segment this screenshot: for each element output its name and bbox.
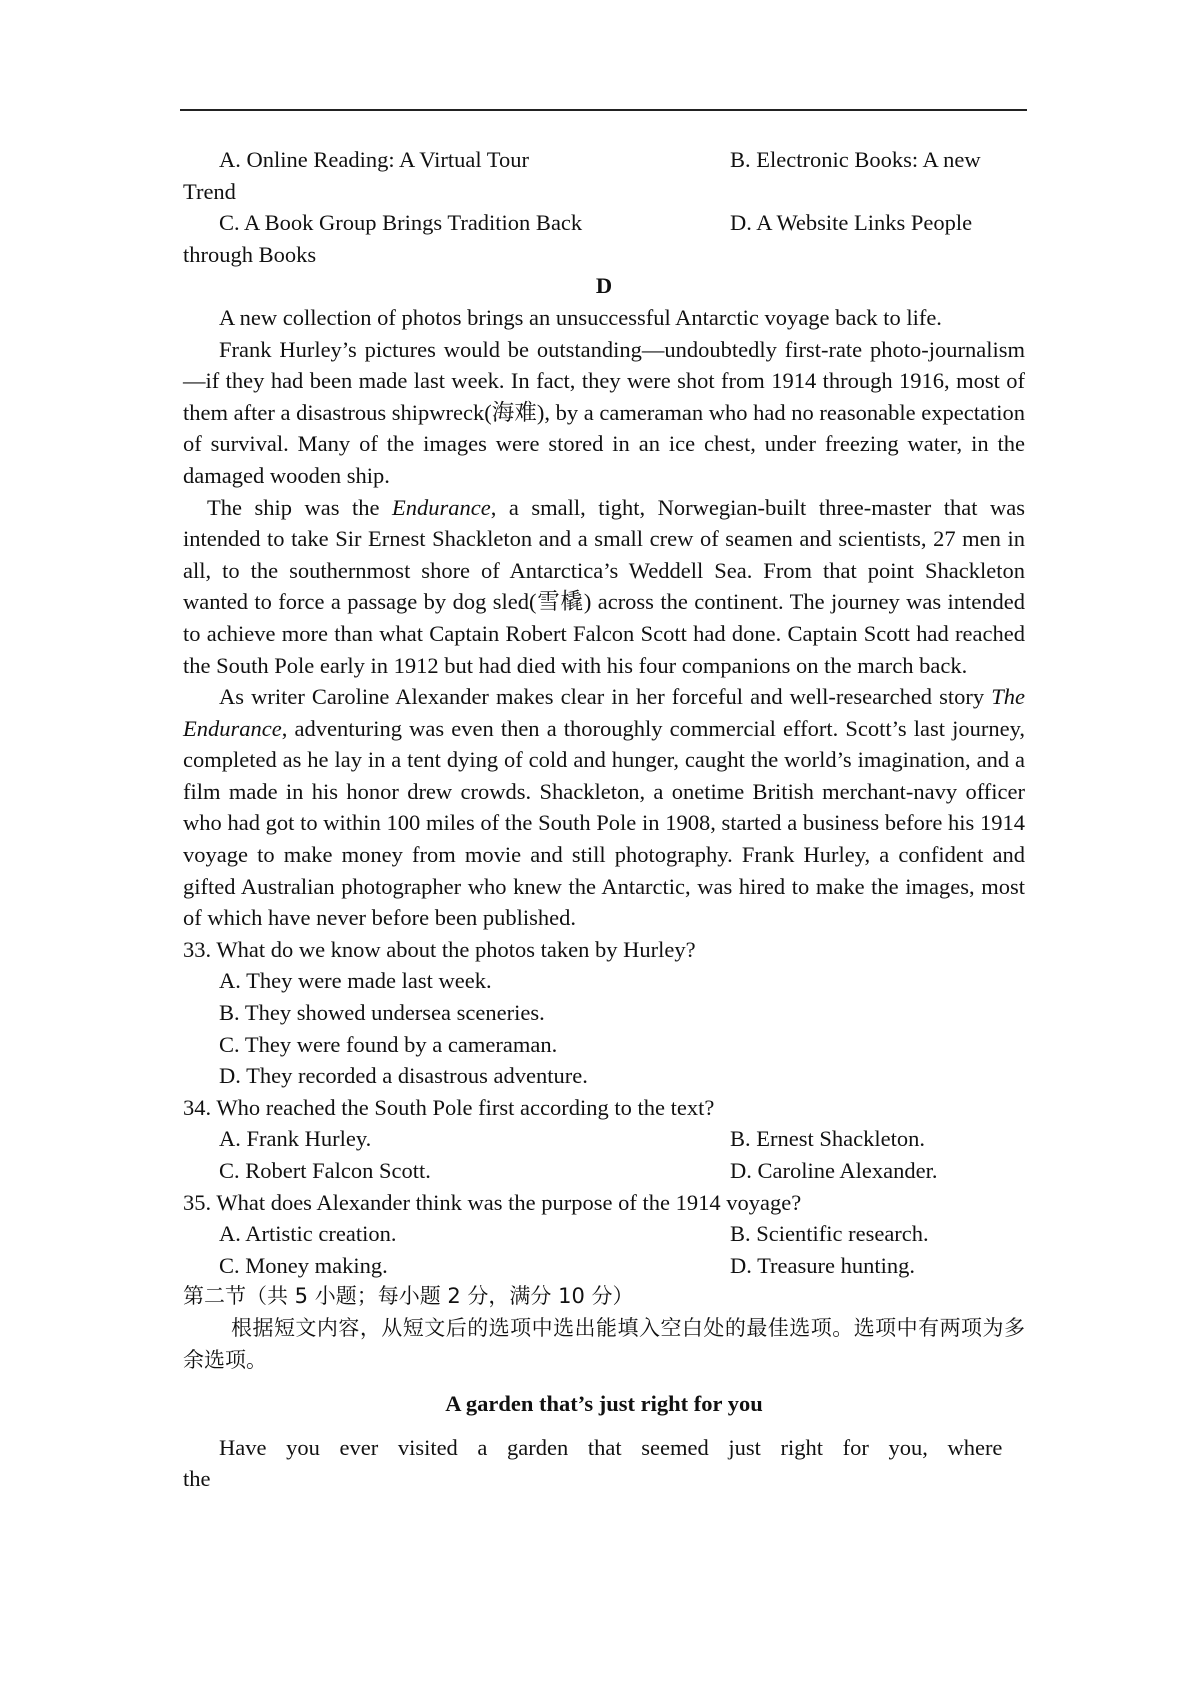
ship-name: Endurance <box>391 494 491 520</box>
question-33-option-a: A. They were made last week. <box>219 968 492 994</box>
question-35-option-d: D. Treasure hunting. <box>730 1252 915 1278</box>
passage-paragraph-1: A new collection of photos brings an unsuccessful Antarctic voyage back to life. <box>219 304 942 330</box>
passage-paragraph-3 <box>183 492 1025 682</box>
prev-options-row-1 <box>183 144 1025 176</box>
question-35-option-c: C. Money making. <box>219 1252 388 1278</box>
paragraph-3-rest: , a small, tight, Norwegian-built three-master that was intended to take Sir Ernest Shackleton and a small crew of seamen and scientists, 27 men in all, to the southernmost shore of Antarctica’s Weddell Sea. From that point Shackleton wanted to force a passage by dog sled(雪橇) across the continent. The journey was intended to achieve more than what Captain Robert Falcon Scott had done. Captain Scott had reached the South Pole early in 1912 but had died with his four companions on the march back. <box>183 494 1025 678</box>
prev-option-b: B. Electronic Books: A new <box>730 147 981 172</box>
question-34-option-a: A. Frank Hurley. <box>219 1126 372 1152</box>
passage-title: A garden that’s just right for you <box>445 1391 763 1417</box>
prev-option-b-continued: Trend <box>183 178 236 204</box>
question-33-option-c: C. They were found by a cameraman. <box>219 1031 558 1057</box>
prev-options-row-2 <box>183 207 1025 239</box>
paragraph-3-lead: The ship was the <box>207 494 392 520</box>
question-33-option-b: B. They showed undersea sceneries. <box>219 1000 545 1026</box>
prev-option-c: C. A Book Group Brings Tradition Back <box>219 210 583 236</box>
spacer <box>183 1376 1025 1388</box>
prev-option-d: D. A Website Links People <box>730 210 973 236</box>
header-rule <box>180 109 1027 111</box>
question-35-option-a: A. Artistic creation. <box>219 1221 397 1247</box>
paragraph-4-rest: , adventuring was even then a thoroughly commercial effort. Scott’s last journey, completed as he lay in a tent dying of cold and hunger, caught the world’s imagination, and a film made in his honor drew crowds. Shackleton, a onetime British merchant-navy officer who had got to within 100 miles of the South Pole in 1908, started a business before his 1914 voyage to make money from movie and still photography. Frank Hurley, a confident and gifted Australian photographer who knew the Antarctic, was hired to make the images, most of which have never before been published. <box>183 715 1025 931</box>
question-35-options-row-2 <box>183 1250 1025 1282</box>
question-35-option-b: B. Scientific research. <box>730 1221 929 1247</box>
section-d-letter: D <box>595 273 613 299</box>
part-2-instruction: 根据短文内容，从短文后的选项中选出能填入空白处的最佳选项。选项中有两项为多余选项。 <box>183 1315 1025 1372</box>
question-34-options-row-1 <box>183 1123 1025 1155</box>
question-35-stem: 35. What does Alexander think was the purpose of the 1914 voyage? <box>183 1189 802 1215</box>
question-35-options-row-1 <box>183 1218 1025 1250</box>
prev-option-a: A. Online Reading: A Virtual Tour <box>219 147 529 172</box>
question-33-option-d: D. They recorded a disastrous adventure. <box>219 1063 588 1089</box>
part-2-heading: 第二节（共 5 小题；每小题 2 分，满分 10 分） <box>183 1284 634 1309</box>
question-34-option-b: B. Ernest Shackleton. <box>730 1126 925 1152</box>
passage-paragraph-2: Frank Hurley’s pictures would be outstanding—undoubtedly first-rate photo-journalism—if they had been made last week. In fact, they were shot from 1914 through 1916, most of them after a disastrous shipwreck(海难), by a cameraman who had no reasonable expectation of survival. Many of the images were stored in an ice chest, under freezing water, in the damaged wooden ship. <box>183 336 1025 488</box>
question-34-options-row-2 <box>183 1155 1025 1187</box>
question-34-stem: 34. Who reached the South Pole first according to the text? <box>183 1094 715 1120</box>
question-33-stem: 33. What do we know about the photos taken by Hurley? <box>183 936 696 962</box>
book-title: The Endurance <box>183 684 1025 741</box>
question-34-option-d: D. Caroline Alexander. <box>730 1158 938 1183</box>
passage-first-line: Have you ever visited a garden that seemed just right for you, where the <box>183 1434 1003 1492</box>
passage-paragraph-4 <box>183 681 1025 934</box>
prev-option-c-continued: through Books <box>183 241 317 267</box>
exam-page <box>183 144 1025 1495</box>
spacer <box>183 1420 1025 1432</box>
paragraph-4-lead: As writer Caroline Alexander makes clear in her forceful and well-researched story <box>219 684 992 710</box>
question-34-option-c: C. Robert Falcon Scott. <box>219 1158 431 1183</box>
